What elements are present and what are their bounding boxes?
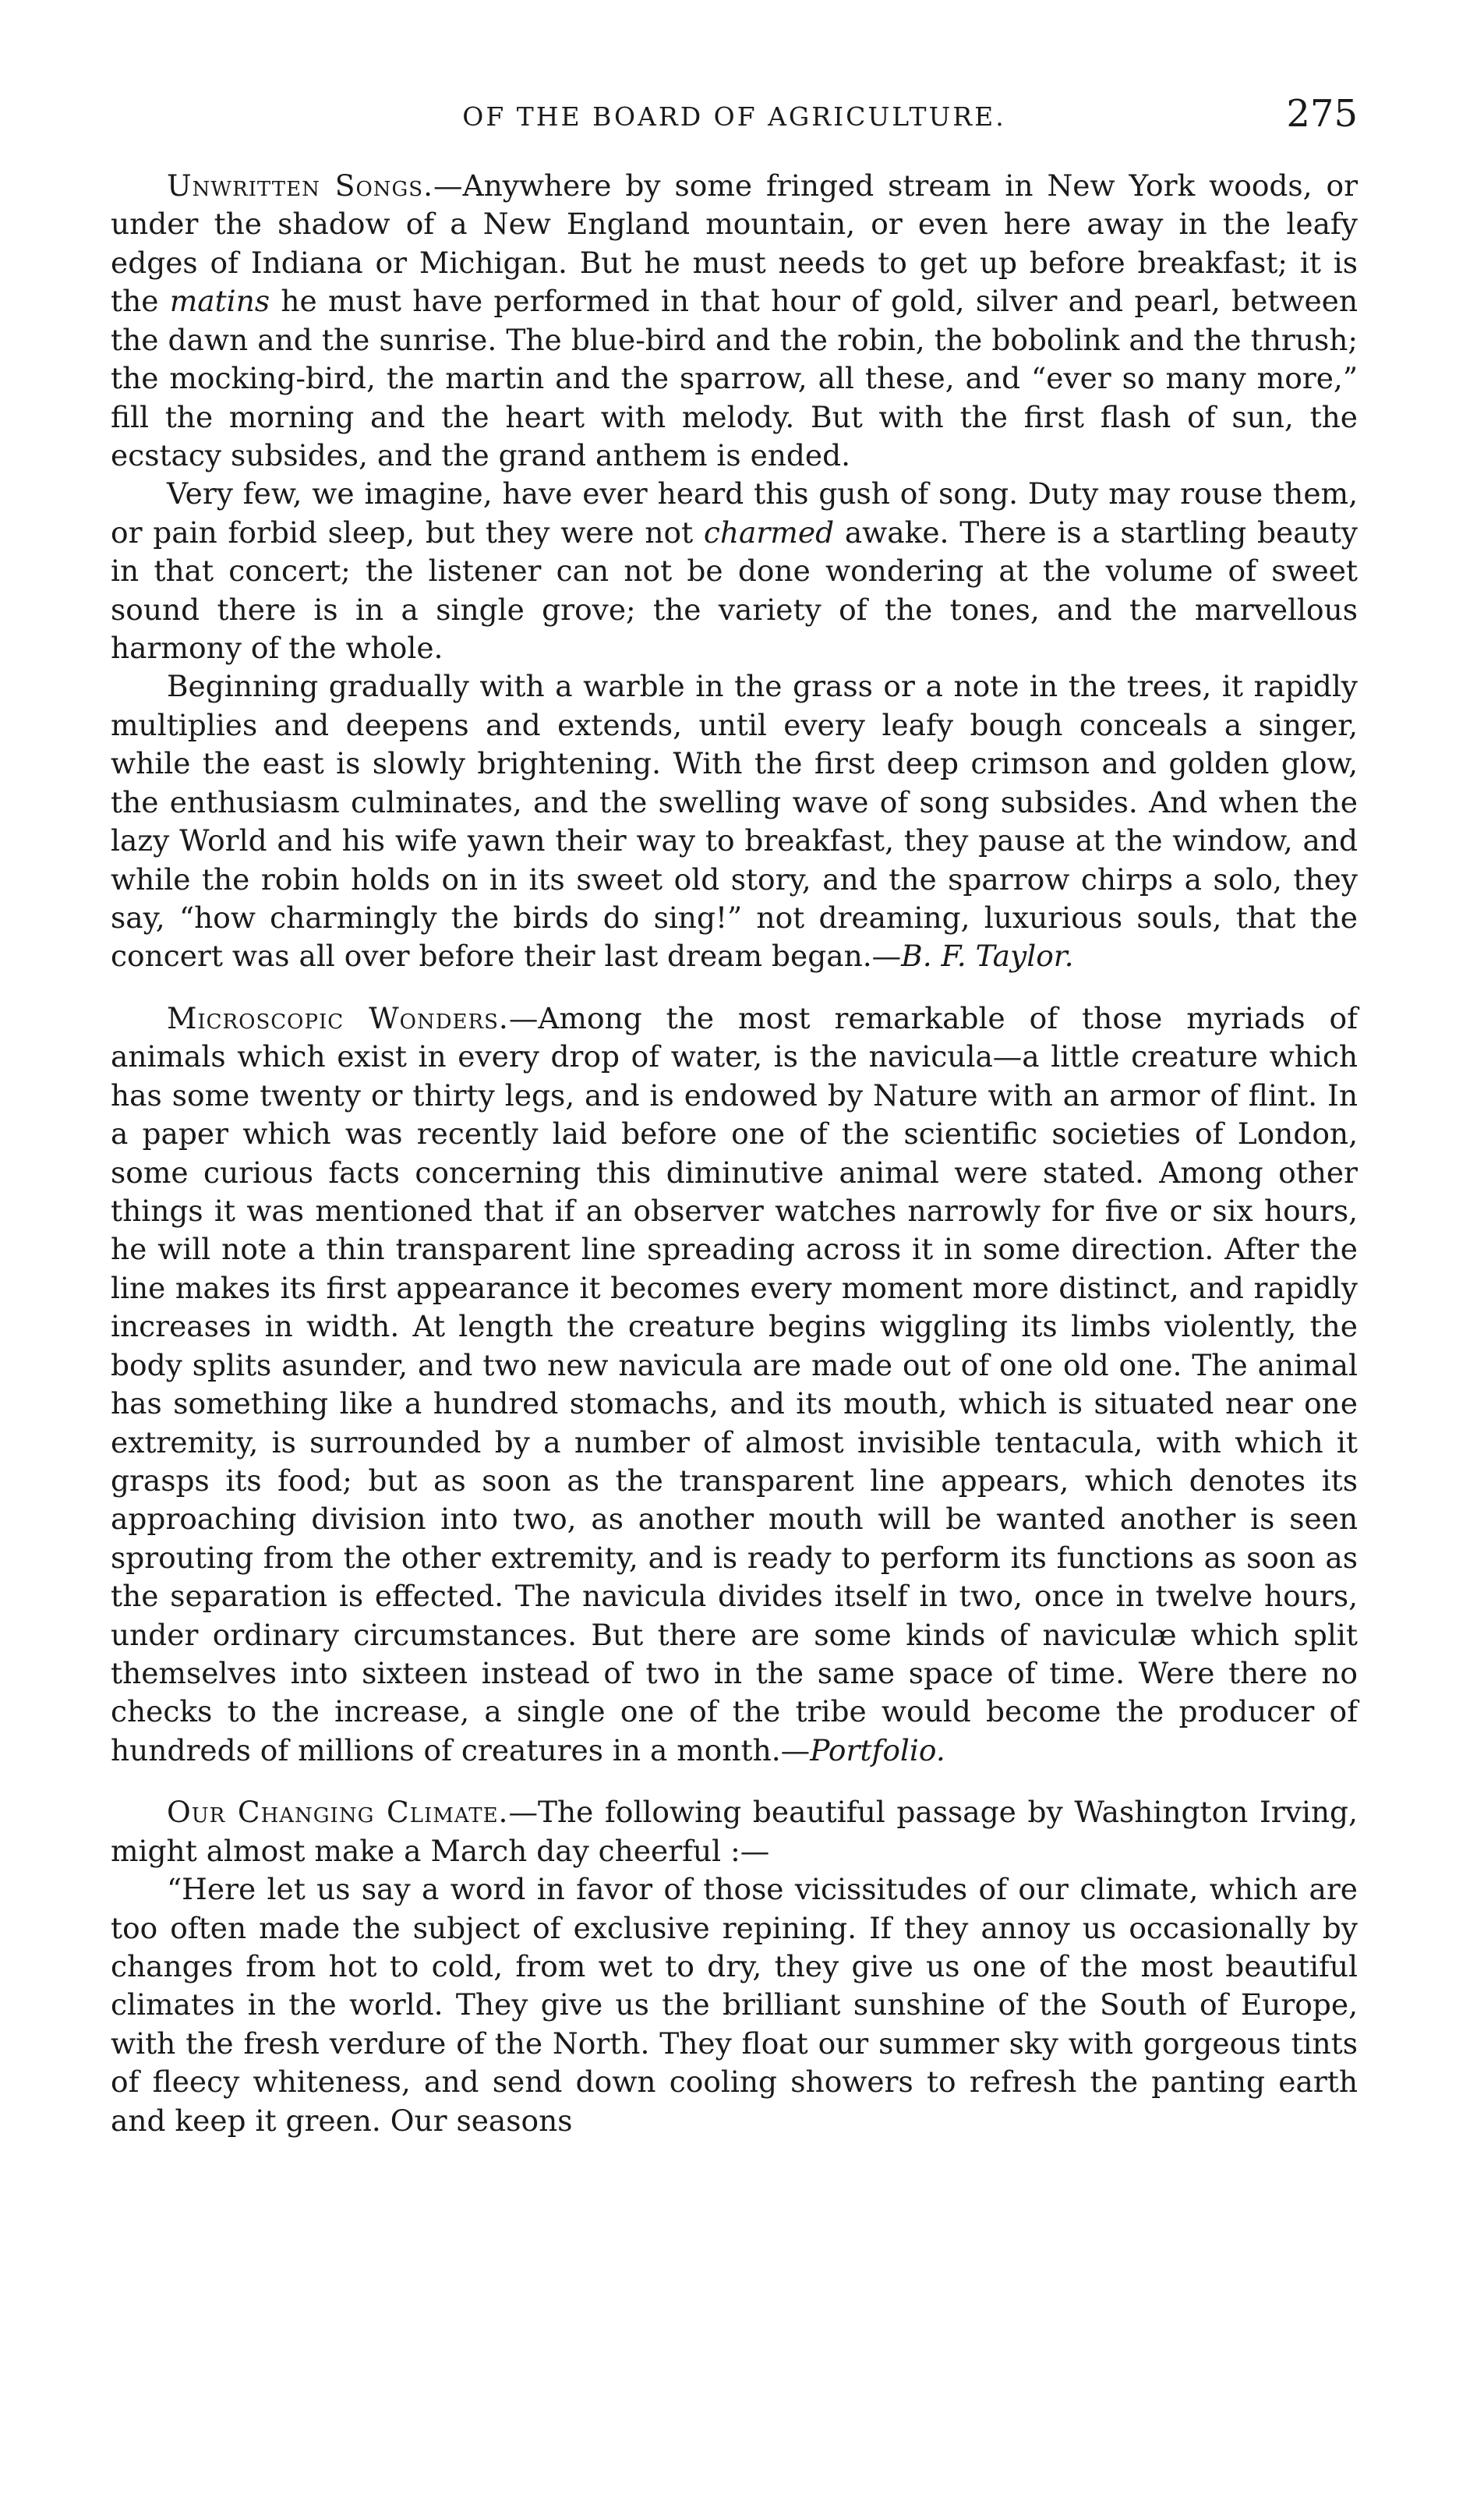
source-attribution: Portfolio. (810, 1732, 945, 1767)
paragraph-text: —Among the most remarkable of those myriads of animals which exist in every drop of water, is the navicula—a little creature which has some twenty or thirty legs, and is endowed by Nature with an armor of flint. In a paper which was recently laid before one of the scientific societies of London, some curious facts concerning this diminutive animal were stated. Among other things it was mentioned that if an observer watches narrowly for five or six hours, he will note a thin transparent line spreading across it in some direction. After the line makes its first appearance it becomes every moment more distinct, and rapidly increases in width. At length the creature begins wiggling its limbs violently, the body splits asunder, and two new navicula are made out of one old one. The animal has something like a hundred stomachs, and its mouth, which is situated near one extremity, is surrounded by a number of almost invisible tentacula, with which it grasps its food; but as soon as the transparent line appears, which denotes its approaching division into two, as another mouth will be wanted another is seen sprouting from the other extremity, and is ready to perform its functions as soon as the separation is effected. The navicula divides itself in two, once in twelve hours, under ordinary circumstances. But there are some kinds of naviculæ which split themselves into sixteen instead of two in the same space of time. Were there no checks to the increase, a single one of the tribe would become the producer of hundreds of millions of creatures in a month.— (111, 1000, 1358, 1767)
paragraph-text: awake. There is a startling beauty in that concert; the listener can not be done wondering at the volume of sweet sound there is in a single grove; the variety of the tones, and the marvellous harmony of the whole. (111, 515, 1358, 666)
paragraph (111, 475, 1358, 667)
running-title: OF THE BOARD OF AGRICULTURE. (462, 101, 1006, 132)
section-heading: Microscopic Wonders. (167, 1000, 509, 1035)
page-number: 275 (1286, 92, 1358, 136)
paragraph-text: he must have performed in that hour of gold, silver and pearl, between the dawn and the sunrise. The blue-bird and the robin, the bobolink and the thrush; the mocking-bird, the martin and the sparrow, all these, and “ever so many more,” fill the morning and the heart with melody. But with the first flash of sun, the ecstacy subsides, and the grand anthem is ended. (111, 284, 1358, 472)
paragraph (111, 1793, 1358, 1870)
section-heading: Unwritten Songs. (167, 168, 434, 203)
paragraph-text: Very few, we imagine, have ever heard this gush of song. Duty may rouse them, or pain forbid sleep, but they were not (111, 476, 1358, 550)
section-heading: Our Changing Climate. (167, 1795, 509, 1830)
paragraph (111, 167, 1358, 475)
paragraph (111, 1870, 1358, 2140)
document-page (111, 92, 1358, 2462)
author-attribution: B. F. Taylor. (901, 939, 1074, 974)
running-head (111, 92, 1358, 139)
emphasis-text: matins (169, 284, 270, 319)
quotation-text: “Here let us say a word in favor of those vicissitudes of our climate, which are too often made the subject of exclusive repining. If they annoy us occasionally by changes from hot to cold, from wet to dry, they give us one of the most beautiful climates in the world. They give us the brilliant sunshine of the South of Europe, with the fresh verdure of the North. They float our summer sky with gorgeous tints of fleecy whiteness, and send down cooling showers to refresh the panting earth and keep it green. Our seasons (111, 1872, 1358, 2138)
section-unwritten-songs (111, 167, 1358, 976)
paragraph-text: —Anywhere by some fringed stream in New York woods, or under the shadow of a New England mountain, or even here away in the leafy edges of Indiana or Michigan. But he must needs to get up before breakfast; it is the (111, 168, 1359, 319)
paragraph (111, 667, 1358, 975)
section-microscopic-wonders (111, 1000, 1358, 1770)
emphasis-text: charmed (703, 515, 835, 550)
paragraph-text: Beginning gradually with a warble in the grass or a note in the trees, it rapidly multiplies and deepens and extends, until every leafy bough conceals a singer, while the east is slowly brightening. With the first deep crimson and golden glow, the enthusiasm culminates, and the swelling wave of song subsides. And when the lazy World and his wife yawn their way to breakfast, they pause at the window, and while the robin holds on in its sweet old story, and the sparrow chirps a solo, they say, “how charmingly the birds do sing!” not dreaming, luxurious souls, that the concert was all over before their last dream began.— (111, 669, 1358, 974)
paragraph (111, 1000, 1358, 1770)
paragraph-text: —The following beautiful passage by Washington Irving, might almost make a March day cheerful :— (111, 1795, 1358, 1868)
section-our-changing-climate (111, 1793, 1358, 2140)
